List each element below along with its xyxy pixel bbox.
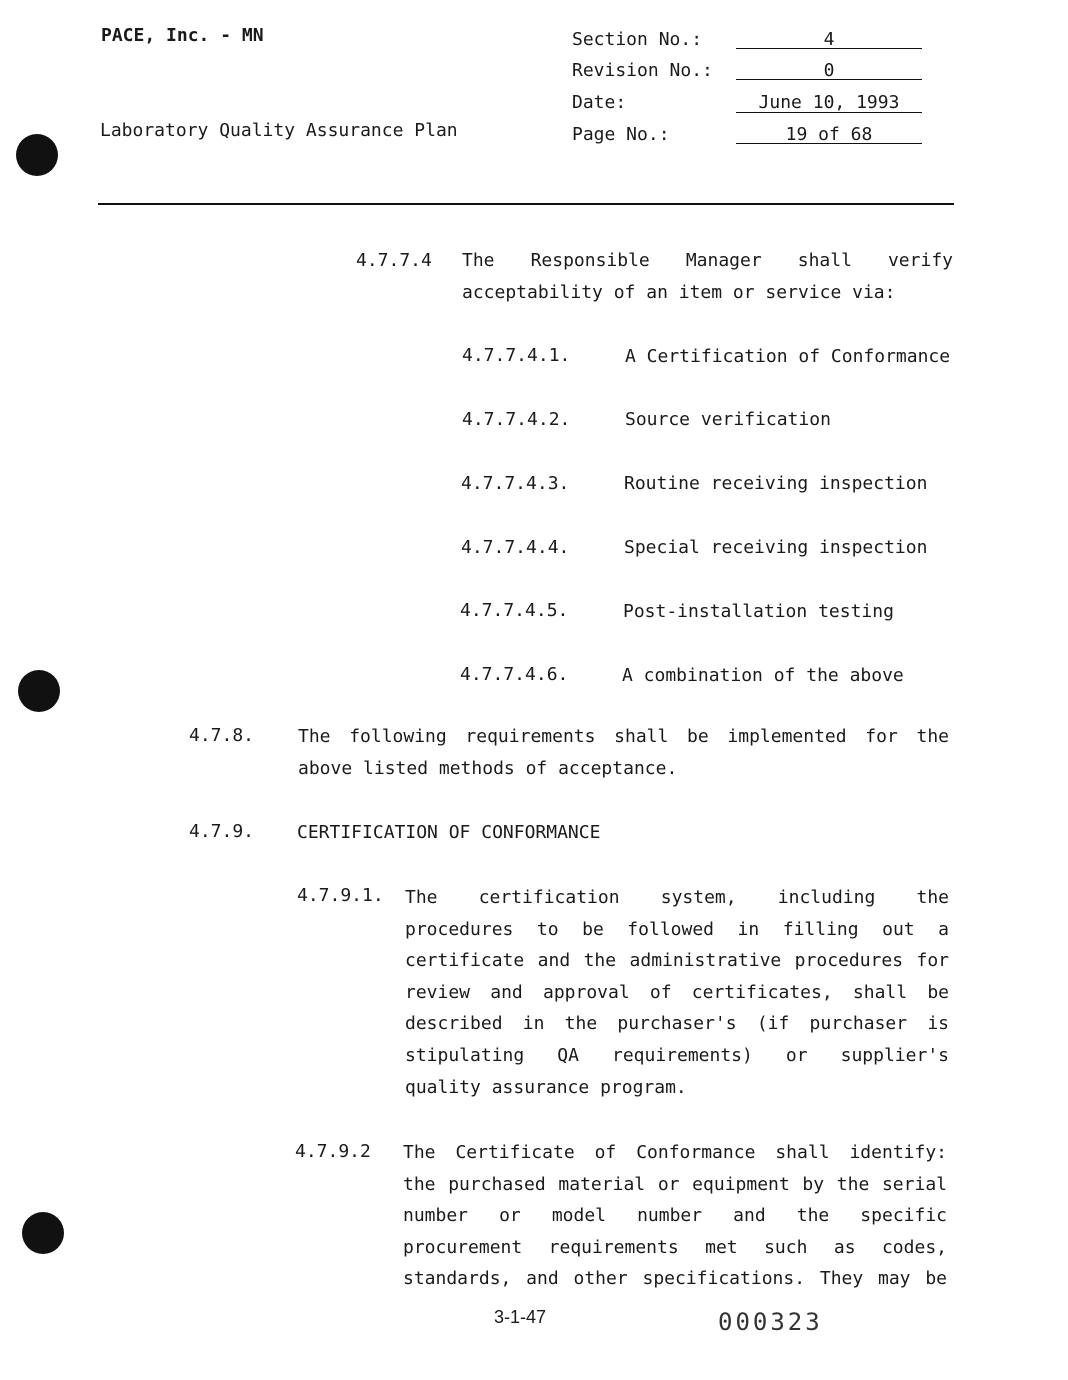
paragraph-line: standards, and other specifications. They may be [403, 1268, 947, 1290]
date-label: Date: [572, 92, 627, 113]
section-paragraph [298, 726, 949, 789]
section-no-value: 4 [823, 29, 835, 50]
revision-no-underline [736, 79, 922, 80]
section-paragraph [405, 887, 949, 1108]
plan-title: Laboratory Quality Assurance Plan [100, 120, 458, 141]
method-text: Source verification [625, 409, 831, 430]
document-serial-number: 000323 [718, 1308, 823, 1336]
page-no-underline [736, 143, 922, 144]
method-number: 4.7.7.4.2. [462, 409, 571, 430]
section-number: 4.7.8. [189, 725, 255, 746]
header-divider [98, 203, 954, 205]
method-text: A Certification of Conformance [625, 346, 951, 367]
paragraph-line: above listed methods of acceptance. [298, 757, 678, 779]
revision-no-label: Revision No.: [572, 60, 713, 81]
paragraph-line: number or model number and the specific [403, 1205, 947, 1227]
section-paragraph [403, 1142, 947, 1300]
section-heading: CERTIFICATION OF CONFORMANCE [297, 822, 601, 843]
revision-no-value: 0 [823, 60, 835, 81]
company-name: PACE, Inc. - MN [101, 25, 264, 46]
method-number: 4.7.7.4.3. [461, 473, 570, 494]
binder-hole-top [16, 134, 58, 176]
method-number: 4.7.7.4.6. [460, 664, 569, 685]
method-number: 4.7.7.4.5. [460, 600, 569, 621]
paragraph-line: stipulating QA requirements) or supplier's [405, 1044, 949, 1066]
paragraph-line: quality assurance program. [405, 1076, 687, 1098]
section-number: 4.7.9. [189, 821, 255, 842]
paragraph-line: procurement requirements met such as codes, [403, 1236, 947, 1258]
method-text: Special receiving inspection [624, 537, 928, 558]
method-text: A combination of the above [622, 665, 904, 686]
binder-hole-bottom [22, 1212, 64, 1254]
paragraph-line: The Certificate of Conformance shall identify: [403, 1142, 947, 1163]
section-paragraph [462, 250, 953, 313]
paragraph-line: acceptability of an item or service via: [462, 281, 896, 303]
paragraph-line: procedures to be followed in filling out a [405, 918, 949, 940]
method-number: 4.7.7.4.4. [461, 537, 570, 558]
paragraph-line: The following requirements shall be implemented for the [298, 726, 949, 747]
method-text: Post-installation testing [623, 601, 894, 622]
method-text: Routine receiving inspection [624, 473, 928, 494]
page-code: 3-1-47 [494, 1307, 547, 1327]
date-value: June 10, 1993 [758, 92, 900, 113]
paragraph-line: the purchased material or equipment by the serial [403, 1173, 947, 1195]
section-no-underline [736, 48, 922, 49]
section-number: 4.7.9.2 [295, 1141, 371, 1162]
section-no-label: Section No.: [572, 29, 703, 50]
paragraph-line: described in the purchaser's (if purchaser is [405, 1013, 949, 1035]
binder-hole-middle [18, 670, 60, 712]
paragraph-line: The Responsible Manager shall verify [462, 250, 953, 271]
method-number: 4.7.7.4.1. [462, 345, 571, 366]
paragraph-line: The certification system, including the [405, 887, 949, 908]
paragraph-line: certificate and the administrative procedures for [405, 950, 949, 972]
date-underline [736, 112, 922, 113]
section-number: 4.7.9.1. [297, 885, 384, 906]
page-no-label: Page No.: [572, 124, 670, 145]
paragraph-line: review and approval of certificates, shall be [405, 981, 949, 1003]
section-number: 4.7.7.4 [356, 250, 432, 271]
page-no-value: 19 of 68 [785, 124, 873, 145]
